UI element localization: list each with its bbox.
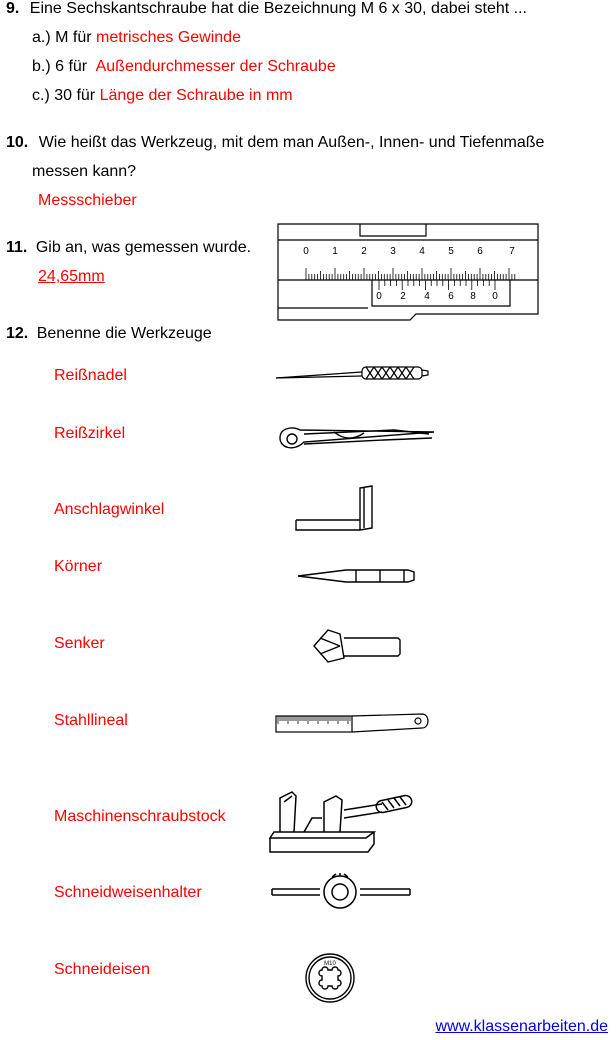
die-holder-icon [270, 872, 414, 910]
tool-name-7: Maschinenschraubstock [54, 808, 226, 825]
scale-label: 7 [509, 246, 515, 257]
answer-line-a [32, 29, 241, 47]
vernier-label: 8 [470, 291, 476, 302]
tool-name-6: Stahllineal [54, 712, 128, 729]
answer-text: Außendurchmesser der Schraube [95, 58, 336, 75]
tool-name-1: Reißnadel [54, 367, 127, 384]
question-number: 10. [6, 134, 29, 151]
scale-label: 0 [303, 246, 309, 257]
answer-line-c [32, 87, 293, 105]
threading-die-icon [300, 950, 360, 1006]
scale-label: 1 [332, 246, 338, 257]
answer-prefix: a.) M für [32, 29, 92, 46]
question-number: 9. [6, 0, 20, 17]
steel-ruler-icon [274, 710, 430, 736]
center-punch-icon [296, 564, 418, 588]
question-12 [6, 325, 212, 343]
question-9 [6, 0, 527, 18]
divider-compass-icon [274, 418, 438, 458]
question-text: Gib an, was gemessen wurde. [35, 239, 252, 256]
answer-text: Länge der Schraube in mm [99, 87, 293, 104]
scale-label: 3 [390, 246, 396, 257]
vernier-label: 0 [492, 291, 498, 302]
tool-name-9: Schneideisen [54, 961, 151, 978]
answer-prefix: b.) 6 für [32, 58, 88, 75]
question-text: Benenne die Werkzeuge [36, 325, 212, 342]
answer-text: metrisches Gewinde [96, 29, 241, 46]
tool-name-2: Reißzirkel [54, 425, 126, 442]
question-text: Wie heißt das Werkzeug, mit dem man Außen-, Innen- und Tiefenmaße [38, 134, 545, 151]
question-text-line2: messen kann? [32, 163, 137, 180]
vernier-label: 4 [424, 291, 430, 302]
question-11 [6, 239, 251, 257]
question-10 [6, 134, 544, 152]
answer-prefix: c.) 30 für [32, 87, 96, 104]
tool-name-8: Schneidweisenhalter [54, 884, 202, 901]
scale-label: 4 [419, 246, 425, 257]
vernier-label: 6 [448, 291, 454, 302]
scriber-icon [274, 364, 430, 386]
countersink-icon [310, 626, 404, 666]
scale-label: 2 [361, 246, 367, 257]
tool-name-4: Körner [54, 558, 103, 575]
machine-vise-icon [264, 788, 420, 856]
vernier-label: 0 [376, 291, 382, 302]
caliper-reading-icon [276, 220, 542, 322]
scale-label: 6 [477, 246, 483, 257]
try-square-icon [292, 484, 380, 536]
answer-line-b [32, 58, 336, 76]
vernier-label: 2 [400, 291, 406, 302]
answer-text: 24,65mm [38, 268, 105, 285]
die-marking: M10 [324, 961, 336, 967]
answer-text: Messschieber [38, 192, 137, 209]
question-number: 11. [6, 239, 28, 256]
tool-name-3: Anschlagwinkel [54, 501, 165, 518]
footer-link[interactable]: www.klassenarbeiten.de [435, 1018, 608, 1035]
tool-name-5: Senker [54, 635, 105, 652]
question-text: Eine Sechskantschraube hat die Bezeichnung M 6 x 30, dabei steht ... [29, 0, 527, 17]
scale-label: 5 [448, 246, 454, 257]
question-number: 12. [6, 325, 29, 342]
